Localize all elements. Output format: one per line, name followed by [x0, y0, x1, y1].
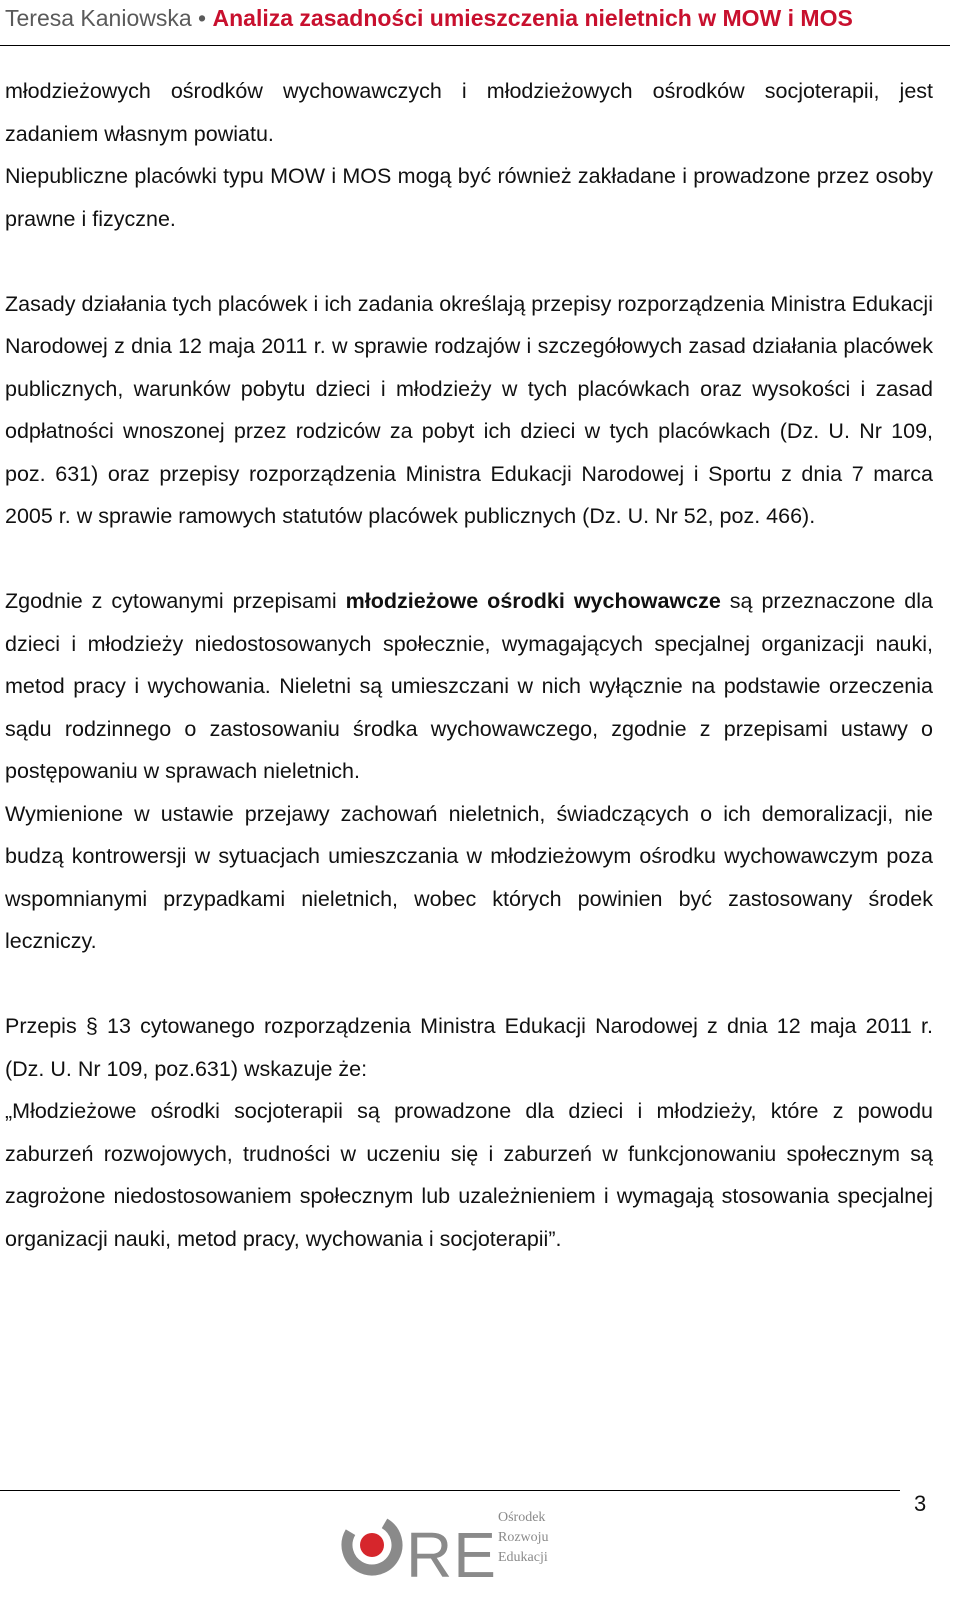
header-separator: •	[198, 5, 207, 31]
paragraph: młodzieżowych ośrodków wychowawczych i młodzieżowych ośrodków socjoterapii, jest zadaniem własnym powiatu.	[5, 79, 933, 146]
paragraph-gap	[5, 963, 933, 1006]
logo-line-3: Edukacji	[498, 1550, 548, 1565]
logo-line-1: Ośrodek	[498, 1510, 546, 1525]
quoted-paragraph: „Młodzieżowe ośrodki socjoterapii są prowadzone dla dzieci i młodzieży, które z powodu zaburzeń rozwojowych, trudności w uczeniu się i zaburzeń w funkcjonowaniu społecznym są zagrożone niedostosowaniem społecznym lub uzależnieniem i wymagają stosowania specjalnej organizacji nauki, metod pracy, wychowania i socjoterapii”.	[5, 1099, 933, 1251]
bold-term: młodzieżowe ośrodki wychowawcze	[345, 589, 721, 613]
document-body	[5, 70, 933, 1260]
footer-divider	[0, 1490, 900, 1491]
header-divider	[0, 45, 950, 46]
header-author: Teresa Kaniowska	[5, 5, 192, 31]
logo-line-2: Rozwoju	[498, 1530, 549, 1545]
running-header	[5, 3, 945, 33]
paragraph-gap	[5, 538, 933, 581]
paragraph: Niepubliczne placówki typu MOW i MOS mogą być również zakładane i prowadzone przez osoby prawne i fizyczne.	[5, 164, 933, 231]
paragraph	[5, 580, 933, 793]
paragraph: Zasady działania tych placówek i ich zadania określają przepisy rozporządzenia Ministra Edukacji Narodowej z dnia 12 maja 2011 r. w sprawie rodzajów i szczegółowych zasad działania placówek publicznych, warunków pobytu dzieci i młodzieży w tych placówkach oraz wysokości i zasad odpłatności wnoszonej przez rodziców za pobyt ich dzieci w tych placówkach (Dz. U. Nr 109, poz. 631) oraz przepisy rozporządzenia Ministra Edukacji Narodowej i Sportu z dnia 7 marca 2005 r. w sprawie ramowych statutów placówek publicznych (Dz. U. Nr 52, poz. 466).	[5, 291, 933, 528]
header-title: Analiza zasadności umieszczenia nieletnich w MOW i MOS	[212, 5, 853, 31]
paragraph-gap	[5, 240, 933, 283]
ore-logo-icon	[340, 1511, 497, 1591]
ore-logo	[340, 1503, 570, 1603]
paragraph-text: są przeznaczone dla dzieci i młodzieży niedostosowanych społecznie, wymagających specjalnej organizacji nauki, metod pracy i wychowania. Nieletni są umieszczani w nich wyłącznie na podstawie orzeczenia sądu rodzinnego o zastosowaniu środka wychowawczego, zgodnie z przepisami ustawy o postępowaniu w sprawach nieletnich.	[5, 589, 933, 783]
paragraph: Przepis § 13 cytowanego rozporządzenia Ministra Edukacji Narodowej z dnia 12 maja 2011 r. (Dz. U. Nr 109, poz.631) wskazuje że:	[5, 1014, 933, 1081]
svg-text:RE: RE	[406, 1519, 497, 1591]
page-number: 3	[914, 1491, 927, 1516]
paragraph: Wymienione w ustawie przejawy zachowań nieletnich, świadczących o ich demoralizacji, nie budzą kontrowersji w sytuacjach umieszczania w młodzieżowym ośrodku wychowawczym poza wspomnianymi przypadkami nieletnich, wobec których powinien być zastosowany środek leczniczy.	[5, 801, 933, 953]
paragraph-text: Zgodnie z cytowanymi przepisami	[5, 589, 346, 613]
